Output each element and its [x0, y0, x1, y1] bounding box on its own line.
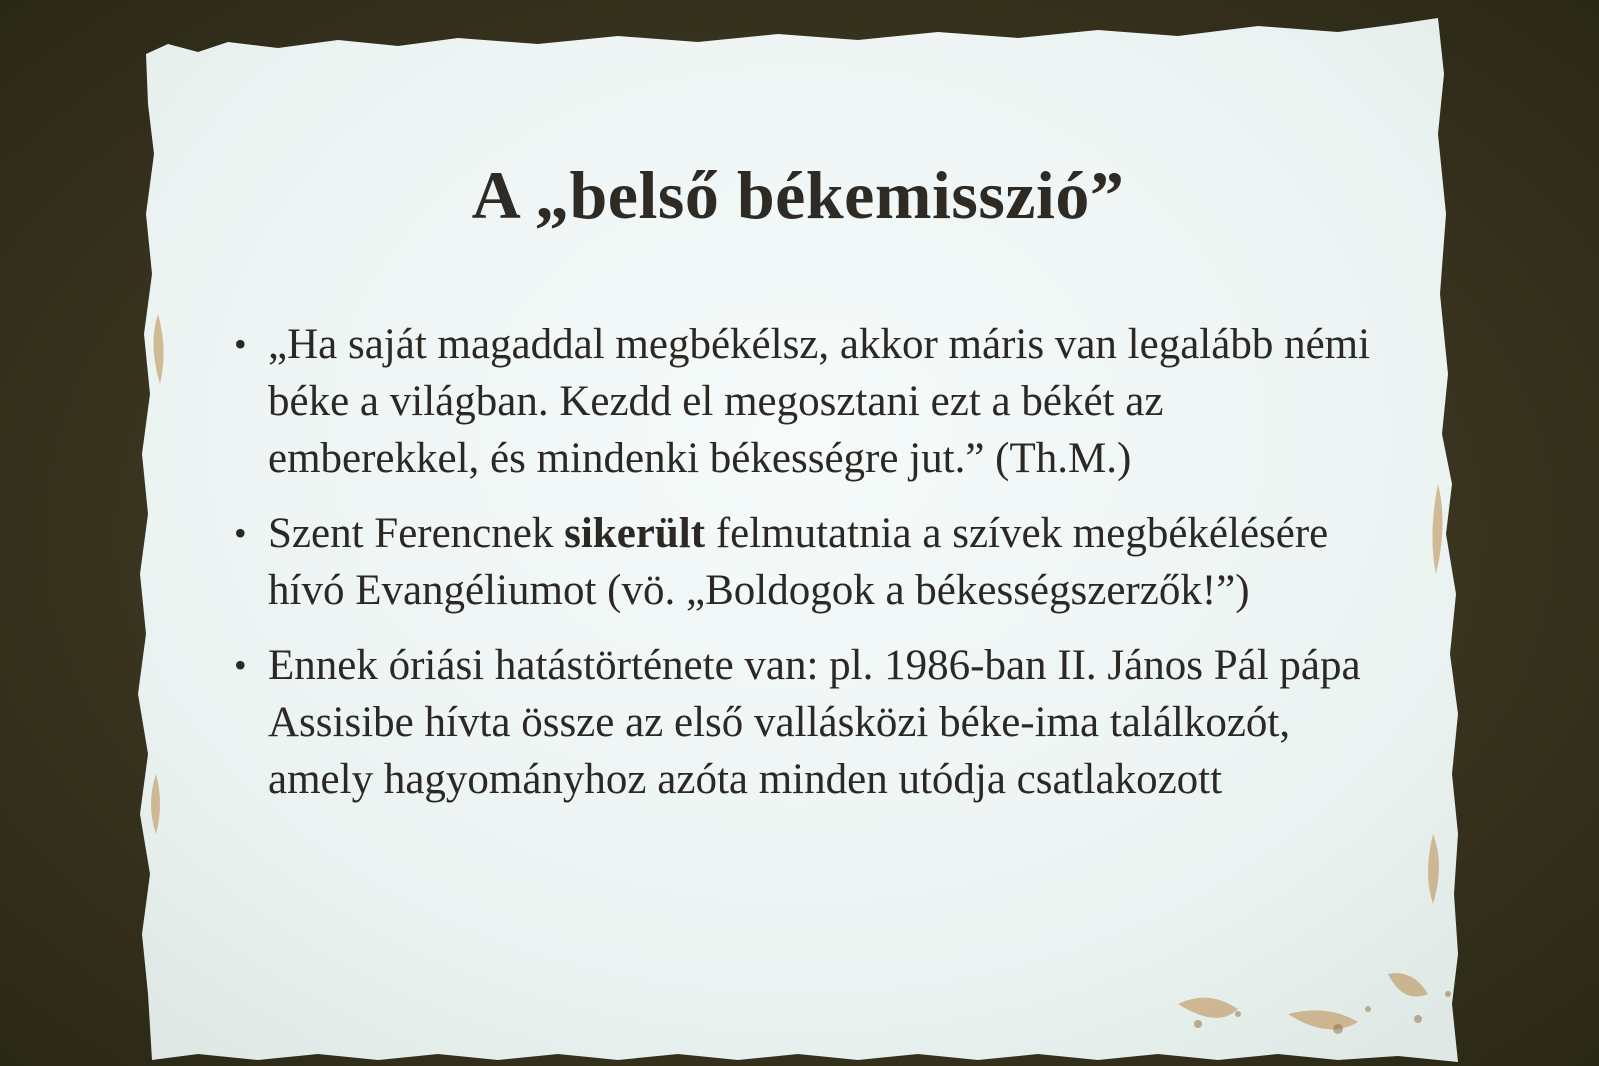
bullet-text-after: felmutatnia a szívek megbékélésére hívó Evangéliumot (vö. „Boldogok a békességszerzők!”) — [268, 510, 1329, 614]
bullet-item-ferenc — [234, 505, 1384, 619]
bullet-list — [234, 316, 1384, 826]
bullet-item-quote — [234, 316, 1384, 487]
bullet-text: Ennek óriási hatástörténete van: pl. 1986-ban II. János Pál pápa Assisibe hívta össze az első vallásközi béke-ima találkozót, amely hagyományhoz azóta minden utódja csatlakozott — [268, 642, 1361, 803]
bullet-dot-icon: • — [234, 324, 247, 364]
bullet-dot-icon: • — [234, 645, 247, 685]
bullet-text-bold: sikerült — [564, 510, 706, 557]
bullet-item-history — [234, 637, 1384, 808]
bullet-text-before: Szent Ferencnek — [268, 510, 565, 557]
slide-title: A „belső békemisszió” — [471, 157, 1125, 233]
projected-slide — [138, 14, 1458, 1062]
bullet-dot-icon: • — [234, 513, 247, 553]
bullet-text: „Ha saját magaddal megbékélsz, akkor máris van legalább némi béke a világban. Kezdd el megosztani ezt a békét az emberekkel, és mindenki békességre jut.” (Th.M.) — [268, 321, 1371, 482]
